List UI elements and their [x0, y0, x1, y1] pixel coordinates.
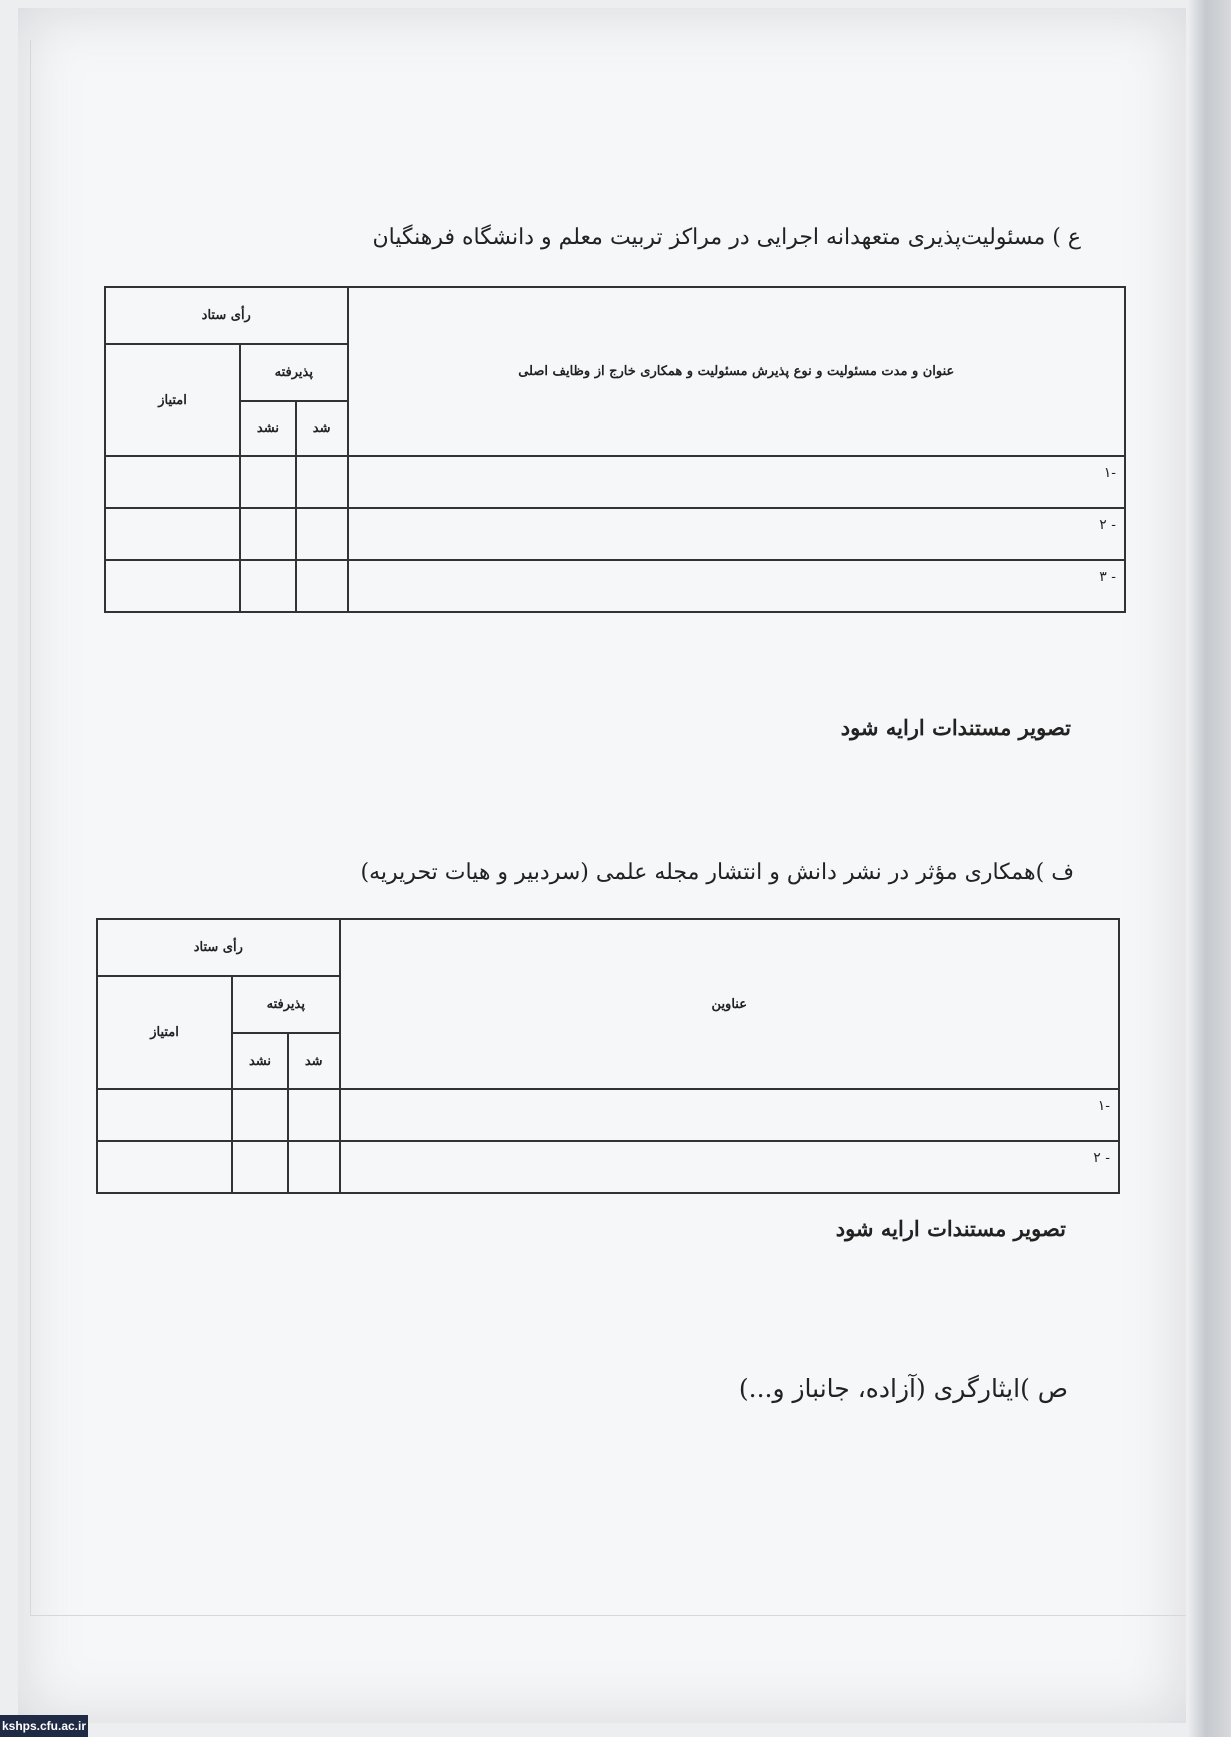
yes-cell[interactable] — [288, 1141, 340, 1193]
score-cell[interactable] — [97, 1089, 232, 1141]
table-row — [105, 456, 1125, 508]
yes-cell[interactable] — [296, 456, 348, 508]
no-cell[interactable] — [240, 508, 296, 560]
yes-cell[interactable] — [296, 560, 348, 612]
score-cell[interactable] — [97, 1141, 232, 1193]
site-badge: kshps.cfu.ac.ir — [0, 1715, 88, 1737]
table-title-cell: عنوان و مدت مسئولیت و نوع پذیرش مسئولیت و همکاری خارج از وظایف اصلی — [348, 287, 1126, 456]
no-cell[interactable] — [240, 456, 296, 508]
score-cell[interactable] — [105, 456, 240, 508]
yes-cell[interactable] — [288, 1089, 340, 1141]
section-b-note: تصویر مستندات ارایه شود — [835, 1216, 1066, 1241]
staff-vote-header: رأی ستاد — [97, 919, 340, 976]
section-c-heading: ص )ایثارگری (آزاده، جانباز و...) — [738, 1374, 1068, 1403]
no-cell[interactable] — [232, 1089, 288, 1141]
score-header: امتیاز — [105, 344, 240, 456]
table-row — [105, 508, 1125, 560]
table-row — [97, 1089, 1119, 1141]
section-a-note: تصویر مستندات ارایه شود — [840, 715, 1071, 740]
scan-edge — [1189, 0, 1231, 1737]
row-number: -۱ — [348, 456, 1126, 508]
yes-cell[interactable] — [296, 508, 348, 560]
section-a-heading: ع ) مسئولیت‌پذیری متعهدانه اجرایی در مراکز تربیت معلم و دانشگاه فرهنگیان — [372, 225, 1081, 250]
section-b-table — [96, 918, 1120, 1194]
score-header: امتیاز — [97, 976, 232, 1089]
accepted-header: پذیرفته — [232, 976, 339, 1033]
score-cell[interactable] — [105, 508, 240, 560]
accepted-yes-header: شد — [296, 401, 348, 456]
table-row — [105, 560, 1125, 612]
table-title-cell: عناوین — [340, 919, 1119, 1089]
accepted-no-header: نشد — [240, 401, 296, 456]
staff-vote-header: رأی ستاد — [105, 287, 348, 344]
score-cell[interactable] — [105, 560, 240, 612]
no-cell[interactable] — [232, 1141, 288, 1193]
accepted-yes-header: شد — [288, 1033, 340, 1089]
accepted-header: پذیرفته — [240, 344, 347, 401]
row-number: - ۳ — [348, 560, 1126, 612]
no-cell[interactable] — [240, 560, 296, 612]
table-row — [97, 1141, 1119, 1193]
section-b-heading: ف )همکاری مؤثر در نشر دانش و انتشار مجله علمی (سردبیر و هیات تحریریه) — [360, 860, 1074, 885]
section-a-table — [104, 286, 1126, 613]
row-number: -۱ — [340, 1089, 1119, 1141]
row-number: - ۲ — [340, 1141, 1119, 1193]
accepted-no-header: نشد — [232, 1033, 288, 1089]
row-number: - ۲ — [348, 508, 1126, 560]
